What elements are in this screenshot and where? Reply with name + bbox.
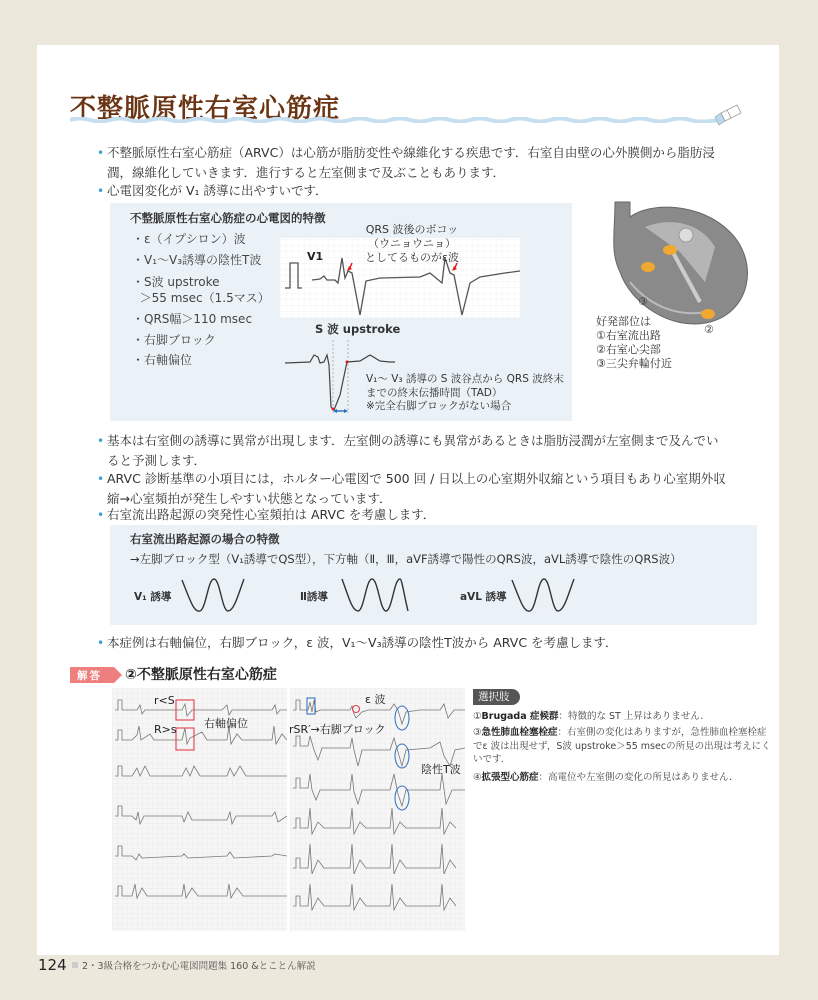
features-title: 不整脈原性右室心筋症の心電図的特徴 (130, 211, 326, 225)
bullet-text: 不整脈原性右室心筋症（ARVC）は心筋が脂肪変性や線維化する疾患です．右室自由壁の心外膜側から脂肪浸 (107, 145, 715, 160)
v1-qs-wave (180, 575, 250, 615)
choice-text: ：特徴的な ST 上昇はありません． (558, 711, 710, 722)
pen-icon (709, 103, 749, 127)
intro-bullet-2 (97, 181, 328, 201)
bullet-text: 右室流出路起源の突発性心室頻拍は ARVC を考慮します． (107, 507, 436, 522)
note-line: QRS 波後のボコッ (365, 223, 459, 236)
feature-item: ・ε（イプシロン）波 (132, 232, 246, 246)
mid-bullet-3 (97, 505, 435, 525)
note-line: としてるものがε波 (365, 251, 459, 264)
choice-num: ③ (473, 727, 482, 738)
note-line: （ウニョウニョ） (367, 237, 456, 250)
choice-num: ① (473, 711, 482, 722)
epsilon-annotation: ε 波 (365, 693, 386, 706)
rsr-annotation: rSR′→右脚ブロック (289, 723, 386, 736)
note-line: ※完全右脚ブロックがない場合 (366, 400, 512, 412)
bullet-text: 潤，線維化していきます．進行すると左室側まで及ぶこともあります． (107, 165, 506, 180)
page (37, 45, 779, 955)
r-gt-s-annotation: R>s (154, 723, 177, 736)
choice-item (473, 771, 773, 785)
choice-num: ④ (473, 772, 482, 783)
rvot-features-box (110, 525, 757, 625)
neg-t-annotation: 陰性T波 (421, 763, 461, 776)
bullet-text: ると予測します． (107, 453, 207, 468)
marker-3: ③ (638, 295, 648, 308)
ecg-features-box (110, 203, 572, 421)
feature-item: ＞55 msec（1.5マス） (132, 291, 270, 305)
rvot-title: 右室流出路起源の場合の特徴 (130, 532, 280, 546)
page-number: 124 (38, 956, 67, 974)
conclusion-bullet (97, 633, 618, 653)
page-title: 不整脈原性右室心筋症 (70, 94, 341, 124)
book-title: 2・3級合格をつかむ心電図問題集 160 &とことん解説 (82, 961, 316, 972)
choice-name: Brugada 症候群 (481, 711, 559, 722)
ecg-limb-leads (112, 688, 287, 931)
features-list (132, 229, 270, 371)
choice-text: ：高電位や左室側の変化の所見はありません． (538, 772, 739, 783)
legend-item: ②右室心尖部 (596, 343, 661, 356)
marker-2: ② (704, 323, 714, 336)
legend-item: ③三尖弁輪付近 (596, 357, 672, 370)
choice-name: 拡張型心筋症 (481, 772, 539, 783)
legend-item: ①右室流出路 (596, 329, 661, 342)
heart-legend (596, 315, 672, 371)
s-upstroke-label: S 波 upstroke (315, 322, 401, 336)
intro-bullet-1 (97, 143, 715, 183)
feature-item: ・右軸偏位 (132, 353, 193, 367)
bullet-text: ARVC 診断基準の小項目には，ホルター心電図で 500 回 / 日以上の心室期外収縮という項目もあり心室期外収 (107, 471, 726, 486)
mid-bullet-2 (97, 469, 726, 509)
legend-title: 好発部位は (596, 315, 651, 328)
lead-label-v1: V₁ 誘導 (134, 591, 172, 603)
choice-name: 急性肺血栓塞栓症 (481, 727, 558, 738)
epsilon-note (365, 223, 459, 265)
feature-item: ・S波 upstroke (132, 275, 220, 289)
feature-item: ・V₁～V₃誘導の陰性T波 (132, 252, 262, 267)
rvot-description: →左脚ブロック型（V₁誘導でQS型），下方軸（Ⅱ，Ⅲ，aVF誘導で陽性のQRS波，aVL誘導で陰性のQRS波） (130, 552, 682, 566)
r-lt-s-annotation: r<S (154, 694, 175, 707)
answer-title: ②不整脈原性右室心筋症 (125, 667, 277, 683)
lead-label-ii: Ⅱ誘導 (300, 591, 328, 603)
bullet-text: 心電図変化が V₁ 誘導に出やすいです． (107, 183, 328, 198)
note-line: V₁～ V₃ 誘導の S 波谷点から QRS 波終末 (366, 373, 564, 385)
answer-tag: 解答 (77, 670, 102, 682)
ii-positive-wave (340, 575, 410, 615)
avl-negative-wave (510, 575, 580, 615)
note-line: までの終末伝播時間（TAD） (366, 386, 503, 399)
choices-tag: 選択肢 (473, 689, 520, 705)
right-axis-annotation: 右軸偏位 (204, 717, 248, 730)
v1-label: V1 (307, 250, 324, 263)
bullet-text: 基本は右室側の誘導に異常が出現します．左室側の誘導にも異常があるときは脂肪浸潤が左室側まで及んでい (107, 433, 719, 448)
lead-label-avl: aVL 誘導 (460, 591, 507, 603)
heart-diagram (590, 192, 770, 332)
choice-item (473, 726, 773, 767)
bullet-text: 本症例は右軸偏位，右脚ブロック，ε 波，V₁～V₃誘導の陰性T波から ARVC を考慮します． (107, 635, 618, 650)
feature-item: ・右脚ブロック (132, 332, 216, 347)
choice-text: ：右室側の変化はありますが，急性肺血栓塞栓症でε 波は出現せず，S波 upstroke＞55 msecの所見の出現は考えにくいです． (473, 727, 771, 765)
footer-square-icon (72, 962, 78, 968)
feature-item: ・QRS幅＞110 msec (132, 312, 253, 326)
choice-item (473, 710, 773, 724)
tad-note (366, 373, 564, 414)
title-underline (70, 117, 720, 123)
mid-bullet-1 (97, 431, 719, 471)
bullet-text: 縮→心室頻拍が発生しやすい状態となっています． (107, 491, 392, 506)
